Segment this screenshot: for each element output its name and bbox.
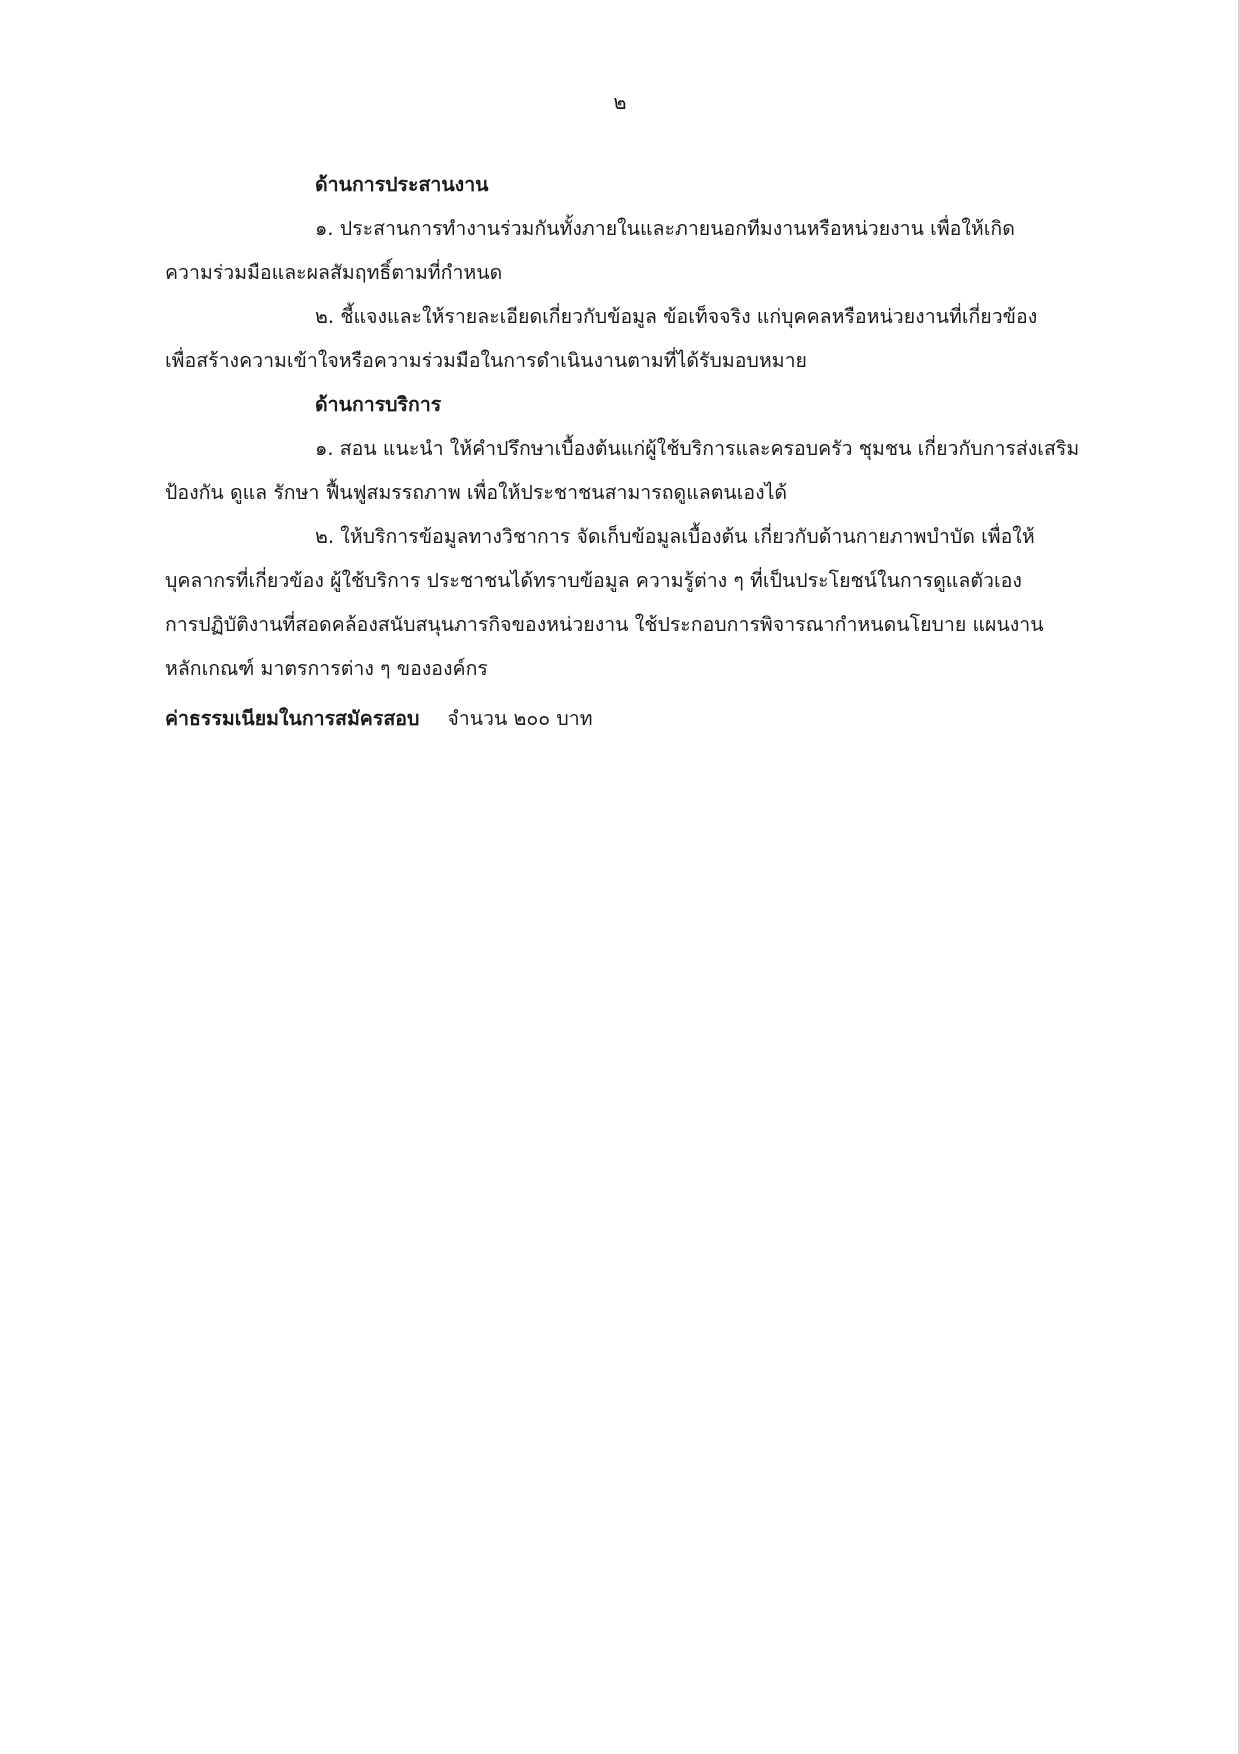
coordination-item-1-line-2: ความร่วมมือและผลสัมฤทธิ์ตามที่กำหนด	[165, 261, 503, 284]
service-item-1-line-2: ป้องกัน ดูแล รักษา ฟื้นฟูสมรรถภาพ เพื่อให้ประชาชนสามารถดูแลตนเองได้	[165, 481, 788, 504]
coordination-item-2-line-1: ๒. ชี้แจงและให้รายละเอียดเกี่ยวกับข้อมูล ข้อเท็จจริง แก่บุคคลหรือหน่วยงานที่เกี่ยวข้อง	[315, 305, 1038, 328]
fee-value: จำนวน ๒๐๐ บาท	[447, 707, 593, 730]
service-item-2-line-4: หลักเกณฑ์ มาตรการต่าง ๆ ขององค์กร	[165, 657, 488, 680]
coordination-item-2-line-2: เพื่อสร้างความเข้าใจหรือความร่วมมือในการดำเนินงานตามที่ได้รับมอบหมาย	[165, 349, 807, 372]
application-fee	[165, 697, 1105, 741]
section-heading-coordination: ด้านการประสานงาน	[315, 173, 489, 196]
page-number: ๒	[613, 90, 627, 114]
service-item-2-line-1: ๒. ให้บริการข้อมูลทางวิชาการ จัดเก็บข้อมูลเบื้องต้น เกี่ยวกับด้านกายภาพบำบัด เพื่อให้	[315, 525, 1035, 548]
fee-label: ค่าธรรมเนียมในการสมัครสอบ	[165, 707, 420, 730]
section-heading-service: ด้านการบริการ	[315, 393, 442, 416]
service-item-2-line-2: บุคลากรที่เกี่ยวข้อง ผู้ใช้บริการ ประชาชนได้ทราบข้อมูล ความรู้ต่าง ๆ ที่เป็นประโยชน์ในการดูแลตัวเอง	[165, 569, 1022, 592]
service-item-1-line-1: ๑. สอน แนะนำ ให้คำปรึกษาเบื้องต้นแก่ผู้ใช้บริการและครอบครัว ชุมชน เกี่ยวกับการส่งเสริม	[315, 437, 1080, 460]
coordination-item-1-line-1: ๑. ประสานการทำงานร่วมกันทั้งภายในและภายนอกทีมงานหรือหน่วยงาน เพื่อให้เกิด	[315, 217, 1015, 240]
document-body	[165, 163, 1105, 741]
service-item-2-line-3: การปฏิบัติงานที่สอดคล้องสนับสนุนภารกิจของหน่วยงาน ใช้ประกอบการพิจารณากำหนดนโยบาย แผนงาน	[165, 613, 1044, 636]
